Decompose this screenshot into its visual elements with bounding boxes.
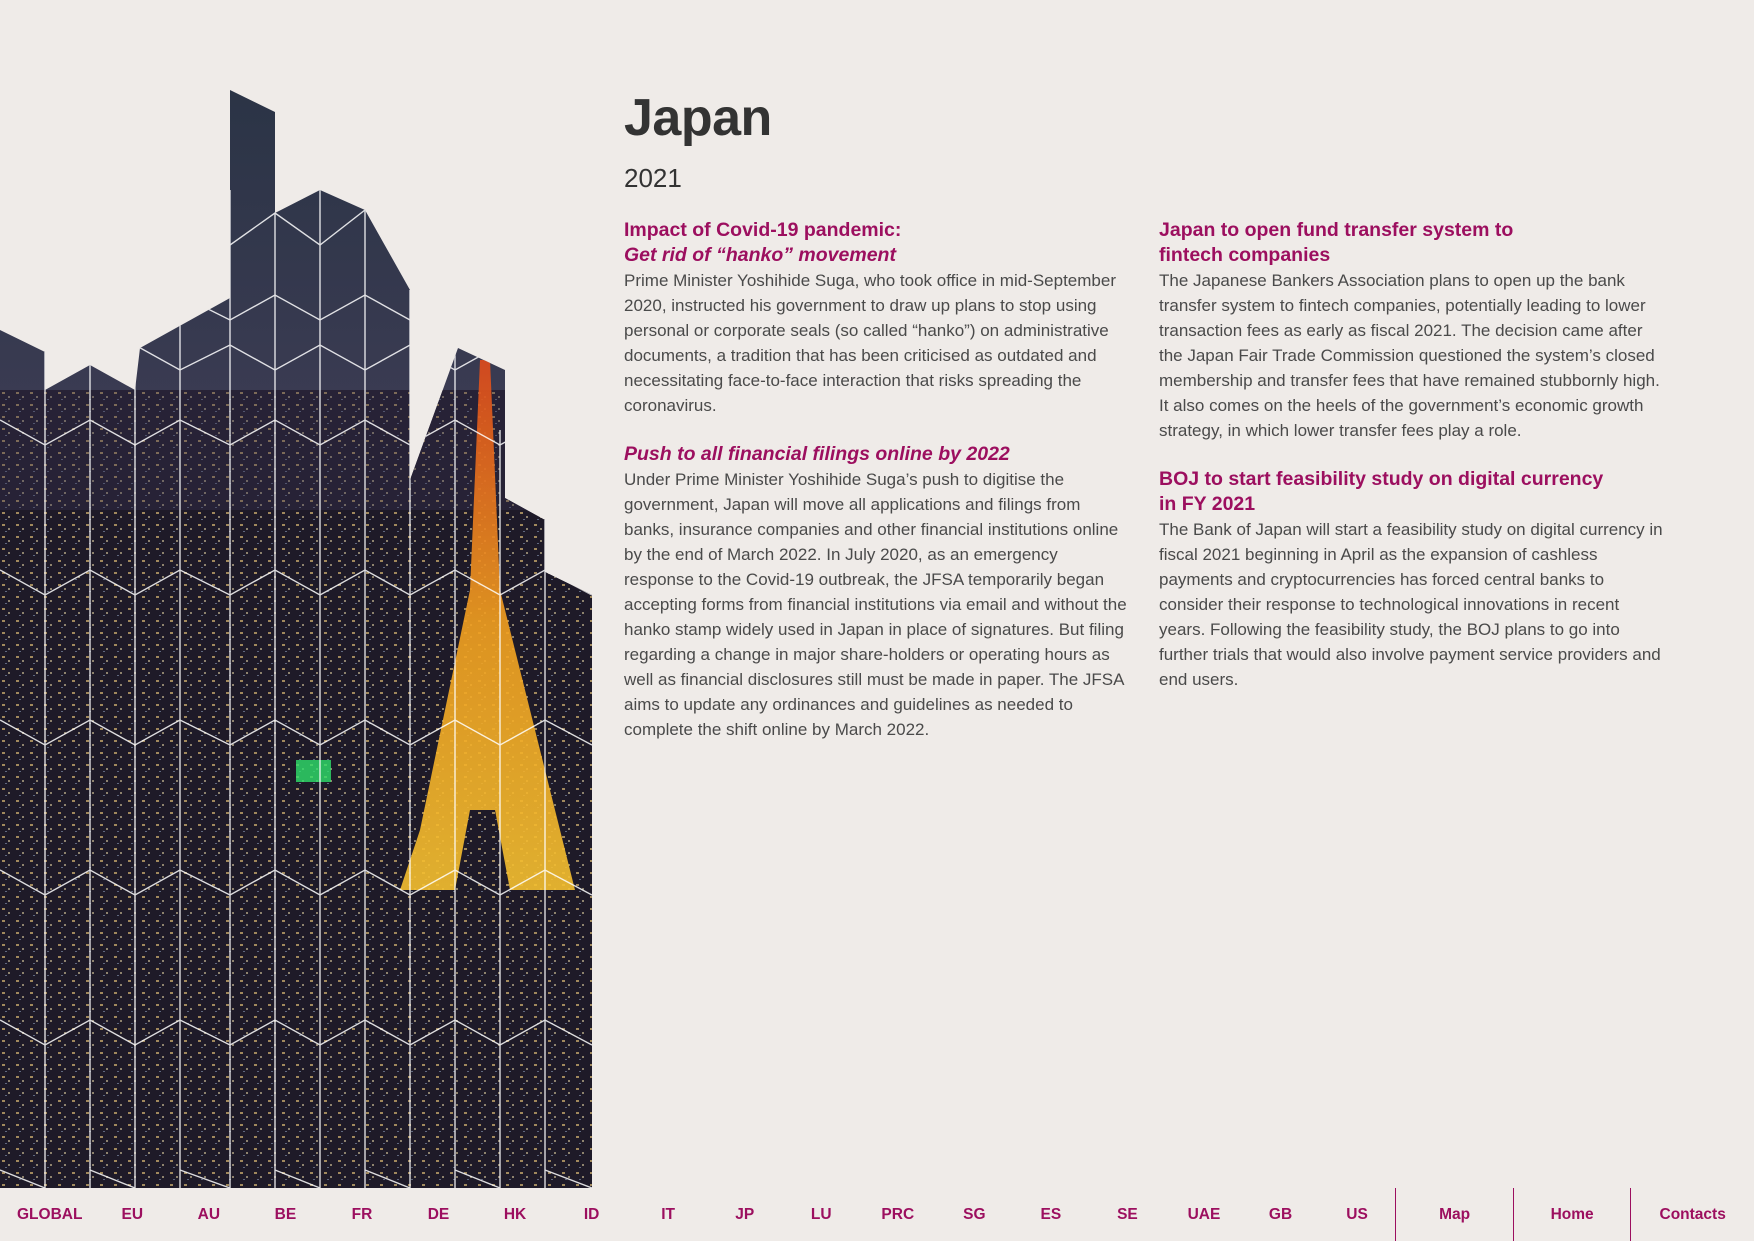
page-year: 2021 bbox=[624, 163, 682, 193]
nav-link-hk[interactable]: HK bbox=[503, 1206, 527, 1223]
nav-link-prc[interactable]: PRC bbox=[881, 1206, 915, 1223]
article-body: Prime Minister Yoshihide Suga, who took office in mid-September 2020, instructed his government to draw up plans to stop using personal or corporate seals (so called “hanko”) on administrative documents, a tradition that has been criticised as outdated and necessitating face-to-face interaction that risks spreading the coronavirus. bbox=[624, 271, 1116, 415]
nav-link-map[interactable]: Map bbox=[1439, 1206, 1471, 1223]
nav-link-us[interactable]: US bbox=[1346, 1206, 1368, 1223]
left-column bbox=[624, 218, 1129, 766]
nav-link-id[interactable]: ID bbox=[583, 1206, 600, 1223]
article-heading-line: in FY 2021 bbox=[1159, 493, 1256, 515]
nav-link-home[interactable]: Home bbox=[1550, 1206, 1594, 1223]
nav-link-global[interactable]: GLOBAL bbox=[17, 1206, 83, 1223]
city-skyline-svg bbox=[0, 90, 600, 1188]
article-boj-digital-currency bbox=[1159, 467, 1664, 692]
bottom-navigation bbox=[0, 1188, 1754, 1241]
nav-link-it[interactable]: IT bbox=[661, 1206, 676, 1223]
article-heading-line: BOJ to start feasibility study on digital currency bbox=[1159, 468, 1604, 490]
nav-link-au[interactable]: AU bbox=[197, 1206, 221, 1223]
article-heading bbox=[624, 442, 1129, 467]
nav-link-uae[interactable]: UAE bbox=[1187, 1206, 1221, 1223]
nav-link-be[interactable]: BE bbox=[274, 1206, 297, 1223]
article-body: The Japanese Bankers Association plans to open up the bank transfer system to fintech companies, potentially leading to lower transaction fees as early as fiscal 2021. The decision came after the Japan Fair Trade Commission questioned the system’s closed membership and transfer fees that have remained stubbornly high. It also comes on the heels of the government’s economic growth strategy, in which lower transfer fees play a role. bbox=[1159, 271, 1660, 440]
article-body: Under Prime Minister Yoshihide Suga’s push to digitise the government, Japan will move all applications and filings from banks, insurance companies and other financial institutions online by the end of March 2022. In July 2020, as an emergency response to the Covid-19 outbreak, the JFSA temporarily began accepting forms from financial institutions via email and without the hanko stamp widely used in Japan in place of signatures. But filing regarding a change in major share-holders or operating hours as well as financial disclosures still must be made in paper. The JFSA aims to update any ordinances and guidelines as needed to complete the shift online by March 2022. bbox=[624, 470, 1127, 739]
nav-link-contacts[interactable]: Contacts bbox=[1659, 1206, 1726, 1223]
article-filings-online bbox=[624, 442, 1129, 742]
nav-link-es[interactable]: ES bbox=[1040, 1206, 1062, 1223]
nav-link-sg[interactable]: SG bbox=[963, 1206, 986, 1223]
article-heading-line: Push to all financial filings online by 2022 bbox=[624, 443, 1010, 465]
nav-link-eu[interactable]: EU bbox=[121, 1206, 144, 1223]
article-heading bbox=[1159, 467, 1664, 517]
nav-link-gb[interactable]: GB bbox=[1268, 1206, 1293, 1223]
article-heading-line: Get rid of “hanko” movement bbox=[624, 244, 896, 266]
article-heading-line: Impact of Covid-19 pandemic: bbox=[624, 219, 902, 241]
page-title: Japan bbox=[624, 89, 772, 147]
nav-link-lu[interactable]: LU bbox=[810, 1206, 832, 1223]
article-heading-line: fintech companies bbox=[1159, 244, 1331, 266]
article-heading bbox=[624, 218, 1129, 268]
article-hanko bbox=[624, 218, 1129, 418]
article-fund-transfer bbox=[1159, 218, 1664, 443]
nav-link-se[interactable]: SE bbox=[1117, 1206, 1138, 1223]
nav-link-fr[interactable]: FR bbox=[351, 1206, 373, 1223]
nav-link-de[interactable]: DE bbox=[427, 1206, 450, 1223]
city-skyline-image bbox=[0, 90, 600, 1188]
article-heading-line: Japan to open fund transfer system to bbox=[1159, 219, 1514, 241]
article-body: The Bank of Japan will start a feasibility study on digital currency in fiscal 2021 beginning in April as the expansion of cashless payments and cryptocurrencies has forced central banks to consider their response to technological innovations in recent years. Following the feasibility study, the BOJ plans to go into further trials that would also involve payment service providers and end users. bbox=[1159, 520, 1663, 689]
right-column bbox=[1159, 218, 1664, 716]
nav-link-jp[interactable]: JP bbox=[735, 1206, 755, 1223]
article-heading bbox=[1159, 218, 1664, 268]
